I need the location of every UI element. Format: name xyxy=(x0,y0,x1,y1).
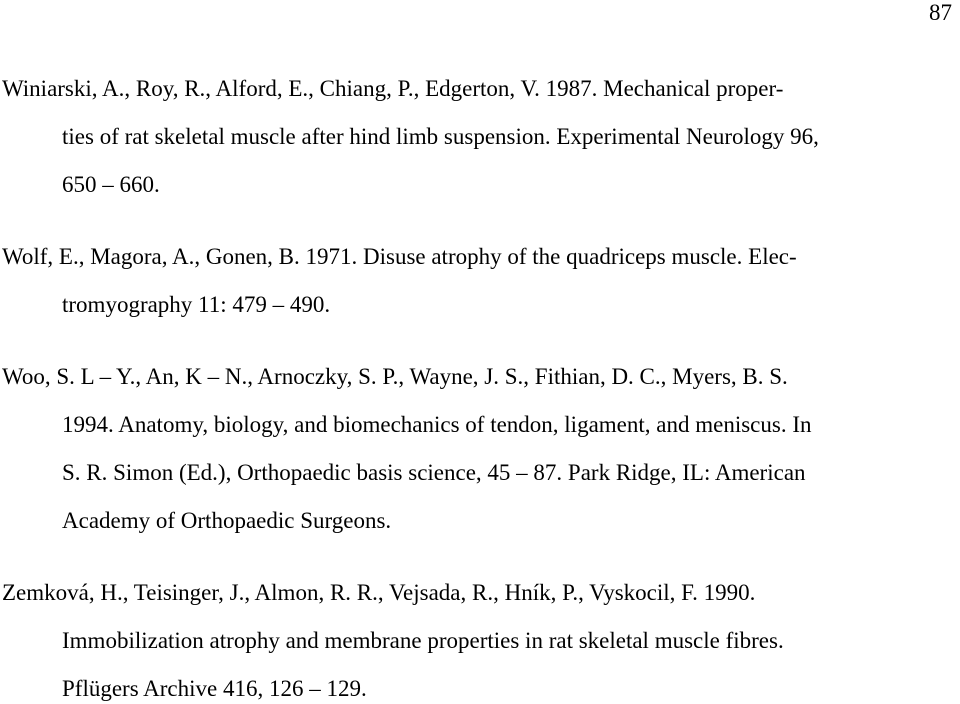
reference-line: ties of rat skeletal muscle after hind limb suspension. Experimental Neurology 96, xyxy=(62,124,819,149)
reference-line: Pflügers Archive 416, 126 – 129. xyxy=(62,676,367,701)
reference-line: S. R. Simon (Ed.), Orthopaedic basis science, 45 – 87. Park Ridge, IL: American xyxy=(62,460,806,485)
reference-line: 1994. Anatomy, biology, and biomechanics of tendon, ligament, and meniscus. In xyxy=(62,412,812,437)
reference-line: Academy of Orthopaedic Surgeons. xyxy=(62,508,392,533)
reference-line: Wolf, E., Magora, A., Gonen, B. 1971. Disuse atrophy of the quadriceps muscle. Elec- xyxy=(2,244,797,269)
reference-line: Immobilization atrophy and membrane properties in rat skeletal muscle fibres. xyxy=(62,628,784,653)
reference-line: Zemková, H., Teisinger, J., Almon, R. R., Vejsada, R., Hník, P., Vyskocil, F. 1990. xyxy=(2,580,756,605)
page-number: 87 xyxy=(929,0,952,25)
reference-line: tromyography 11: 479 – 490. xyxy=(62,292,331,317)
reference-line: 650 – 660. xyxy=(62,172,160,197)
reference-line: Woo, S. L – Y., An, K – N., Arnoczky, S. P., Wayne, J. S., Fithian, D. C., Myers, B. S. xyxy=(2,364,788,389)
reference-line: Winiarski, A., Roy, R., Alford, E., Chiang, P., Edgerton, V. 1987. Mechanical proper- xyxy=(2,76,784,101)
